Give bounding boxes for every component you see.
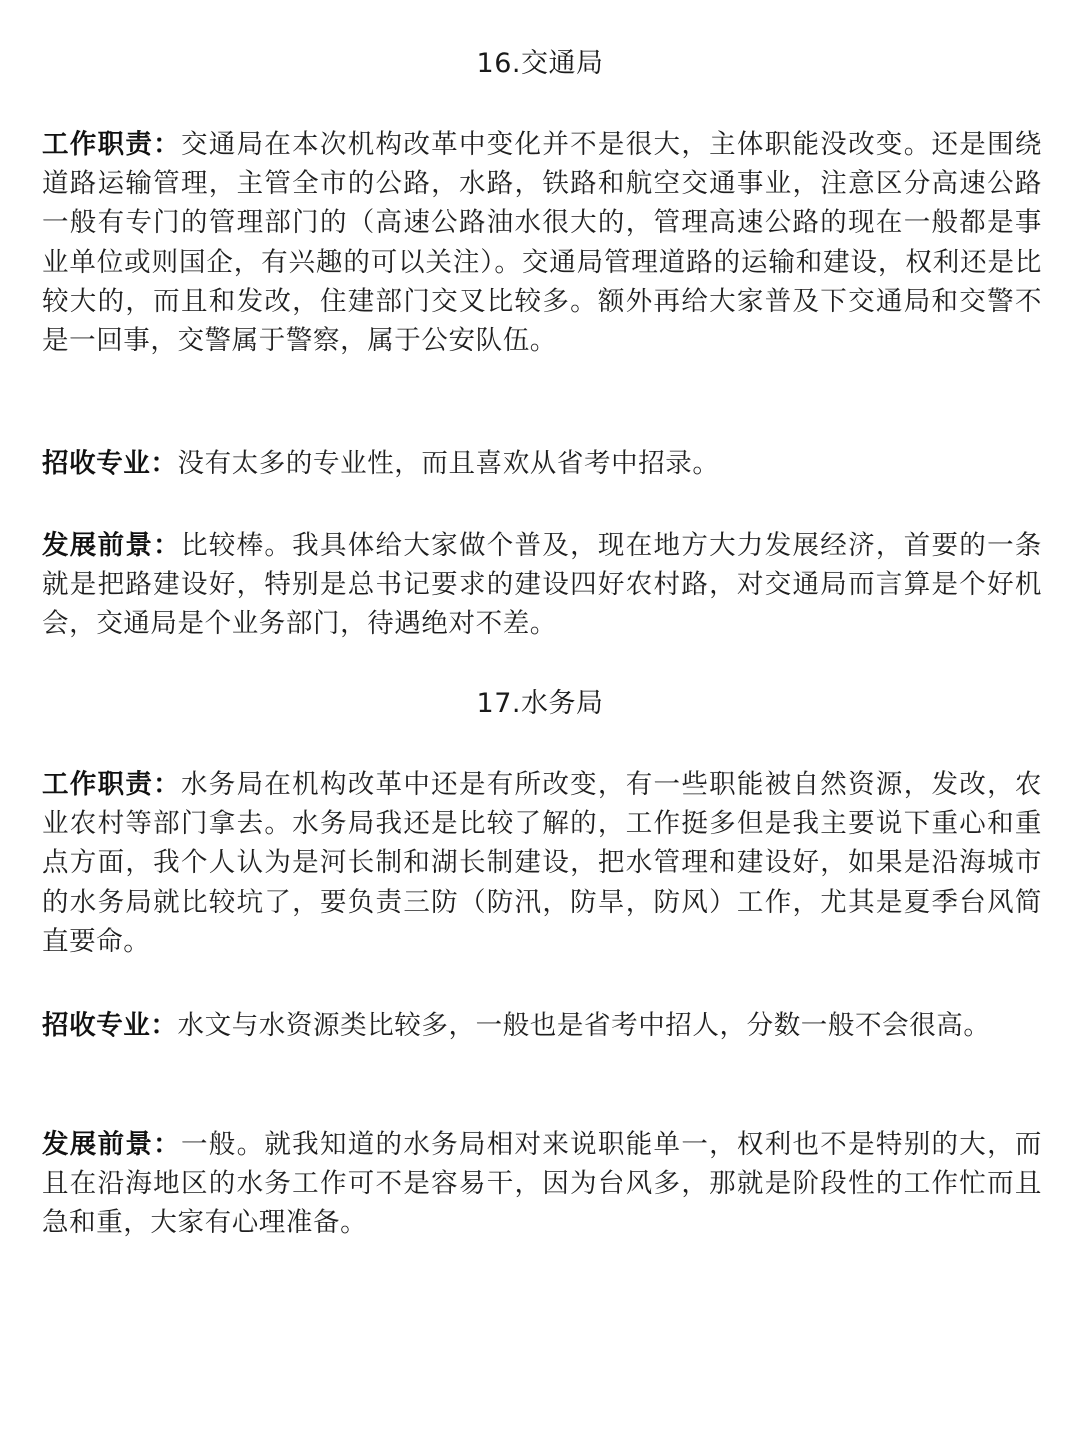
paragraph-label: 工作职责： bbox=[42, 769, 181, 800]
section-title-transport-bureau: 16.交通局 bbox=[476, 48, 604, 79]
paragraph-text: 水文与水资源类比较多，一般也是省考中招人，分数一般不会很高。 bbox=[177, 1010, 991, 1041]
paragraph-water-majors bbox=[42, 1006, 1042, 1045]
paragraph-water-prospects bbox=[42, 1125, 1042, 1243]
paragraph-water-duties bbox=[42, 765, 1042, 961]
paragraph-label: 招收专业： bbox=[42, 1010, 178, 1041]
paragraph-text: 交通局在本次机构改革中变化并不是很大，主体职能没改变。还是围绕道路运输管理，主管全市的公路，水路，铁路和航空交通事业，注意区分高速公路一般有专门的管理部门的（高速公路油水很大的，管理高速公路的现在一般都是事业单位或则国企，有兴趣的可以关注）。交通局管理道路的运输和建设，权利还是比较大的，而且和发改，住建部门交叉比较多。额外再给大家普及下交通局和交警不是一回事，交警属于警察，属于公安队伍。 bbox=[42, 129, 1042, 357]
paragraph-label: 发展前景： bbox=[42, 530, 181, 561]
paragraph-text: 没有太多的专业性，而且喜欢从省考中招录。 bbox=[177, 448, 720, 479]
section-title-water-bureau: 17.水务局 bbox=[476, 688, 604, 719]
paragraph-transport-duties bbox=[42, 125, 1042, 360]
paragraph-label: 工作职责： bbox=[42, 129, 181, 160]
paragraph-transport-majors bbox=[42, 444, 1042, 483]
paragraph-text: 比较棒。我具体给大家做个普及，现在地方大力发展经济，首要的一条就是把路建设好，特别是总书记要求的建设四好农村路，对交通局而言算是个好机会，交通局是个业务部门，待遇绝对不差。 bbox=[42, 530, 1042, 640]
paragraph-label: 招收专业： bbox=[42, 448, 178, 479]
paragraph-text: 一般。就我知道的水务局相对来说职能单一，权利也不是特别的大，而且在沿海地区的水务工作可不是容易干，因为台风多，那就是阶段性的工作忙而且急和重，大家有心理准备。 bbox=[42, 1129, 1042, 1239]
paragraph-text: 水务局在机构改革中还是有所改变，有一些职能被自然资源，发改，农业农村等部门拿去。水务局我还是比较了解的，工作挺多但是我主要说下重心和重点方面，我个人认为是河长制和湖长制建设，把水管理和建设好，如果是沿海城市的水务局就比较坑了，要负责三防（防汛，防旱，防风）工作，尤其是夏季台风简直要命。 bbox=[42, 769, 1042, 957]
paragraph-label: 发展前景： bbox=[42, 1129, 181, 1160]
paragraph-transport-prospects bbox=[42, 526, 1042, 644]
